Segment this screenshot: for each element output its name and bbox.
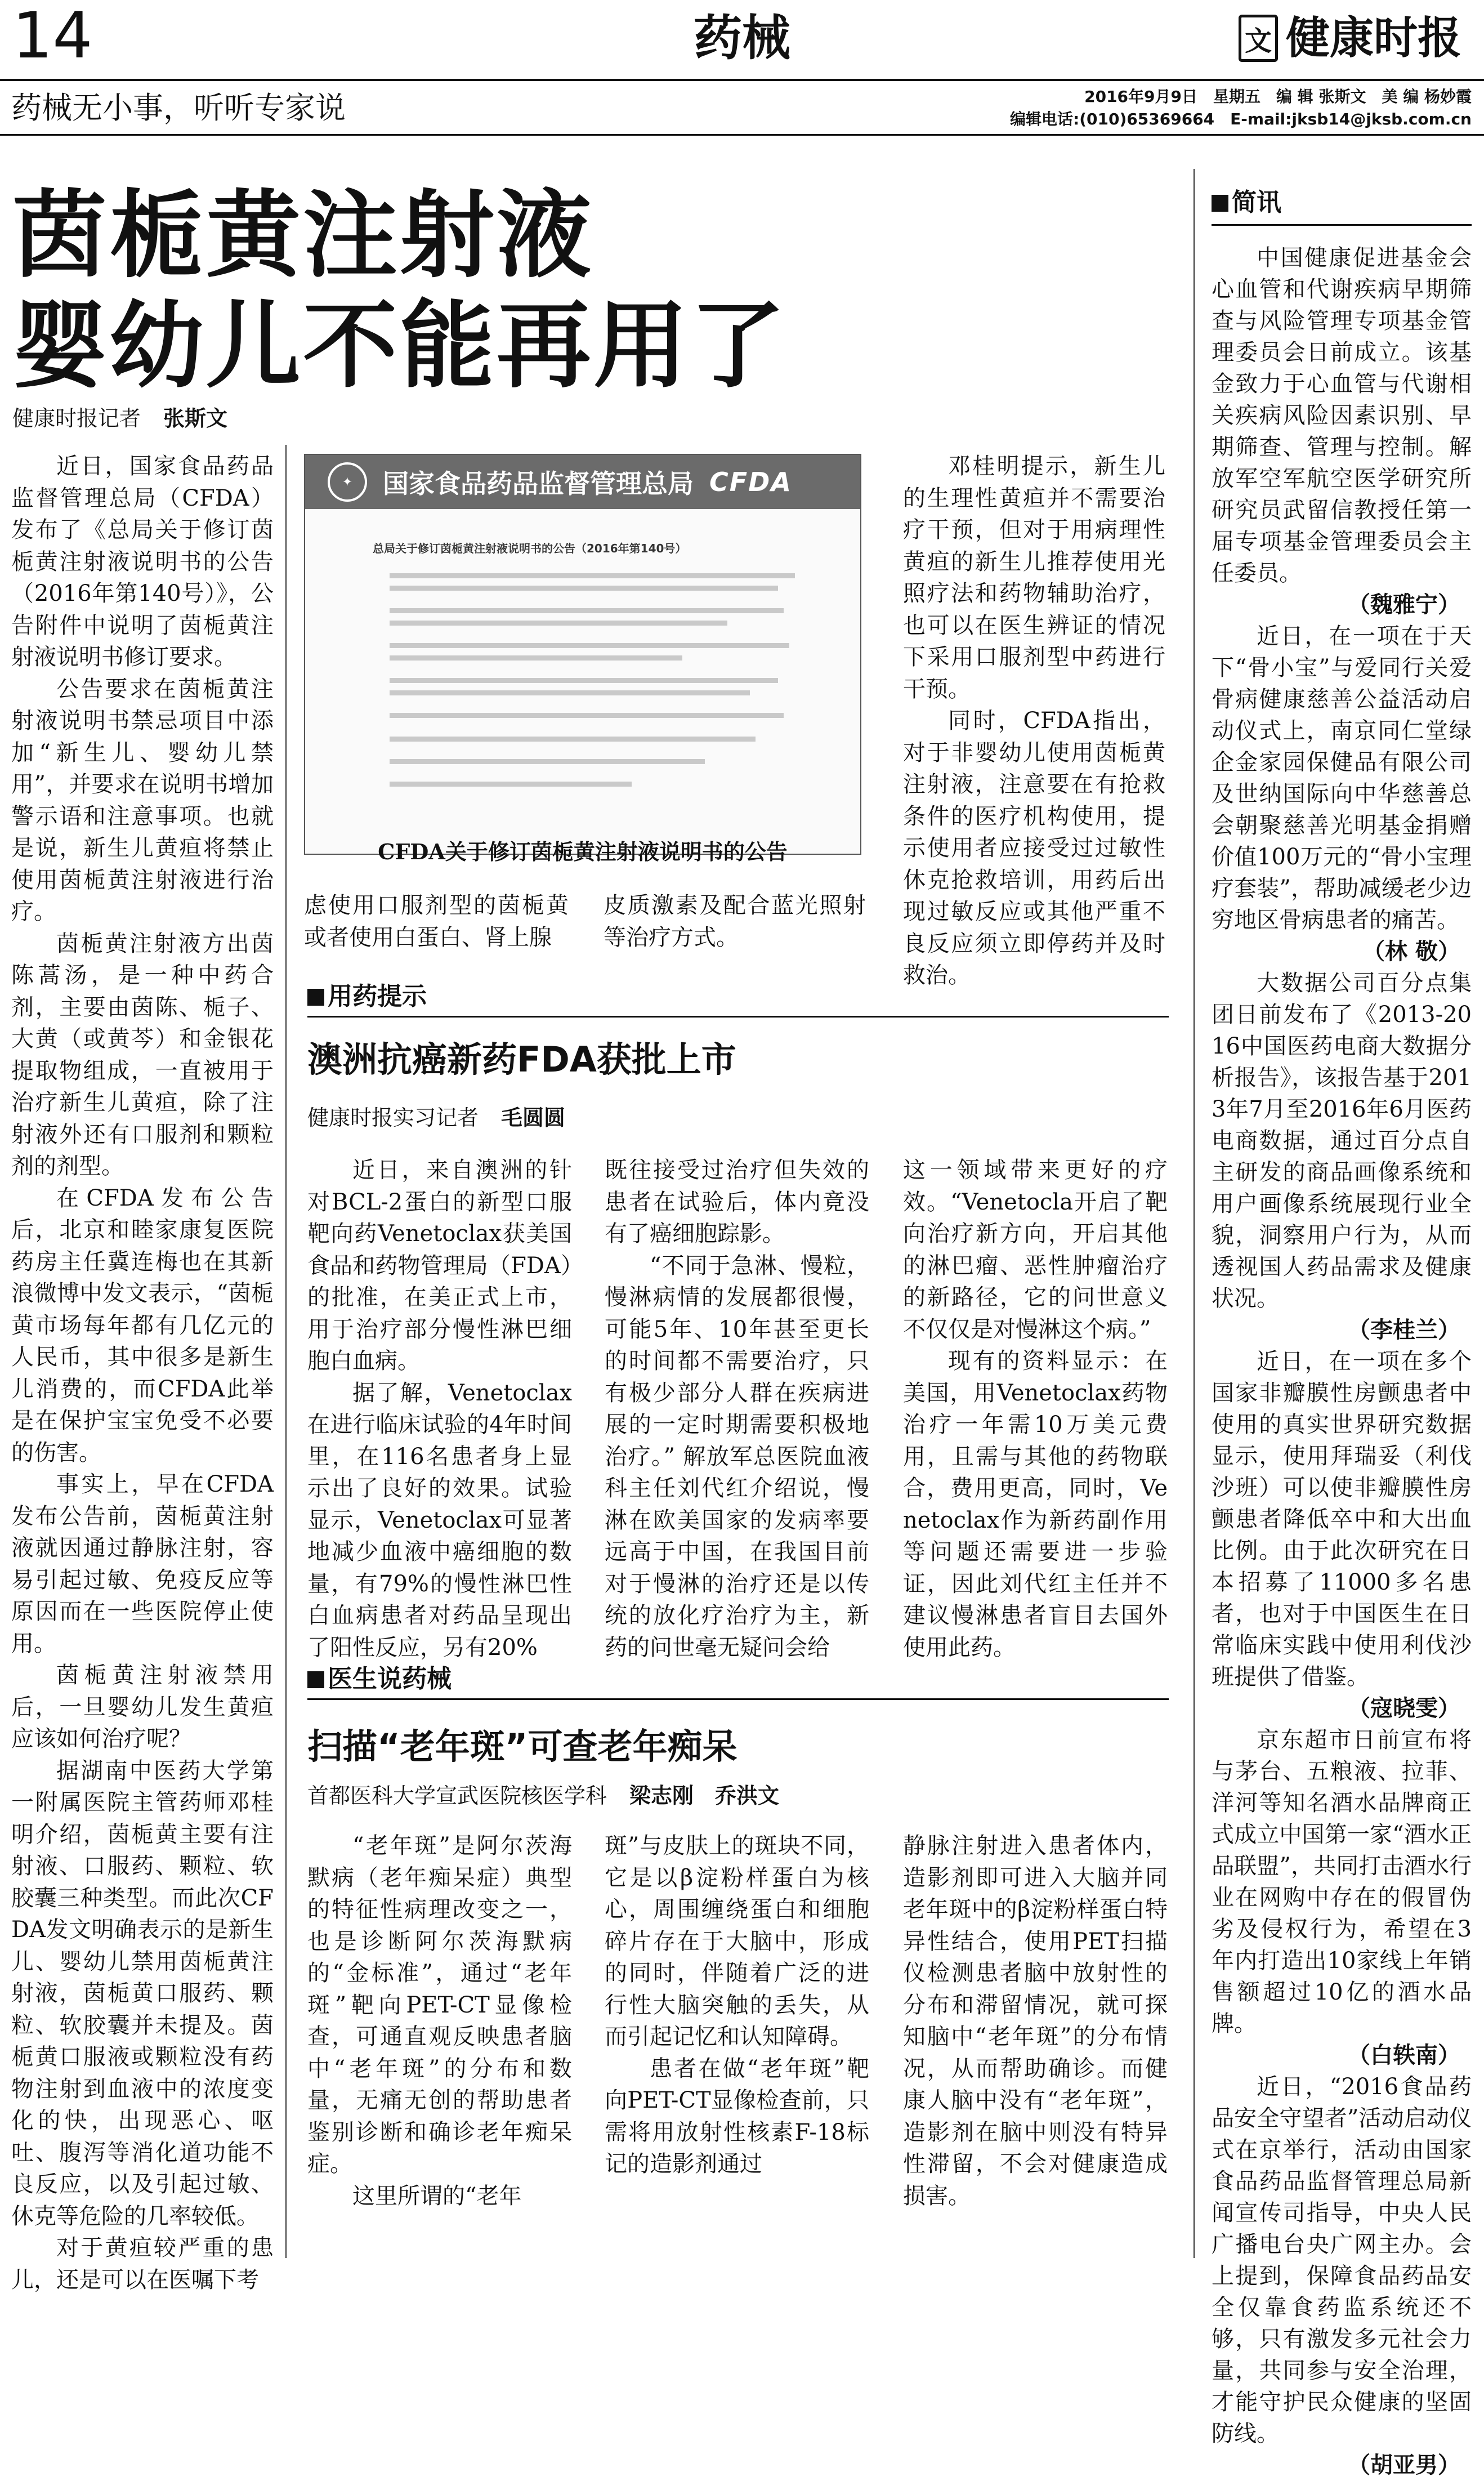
cfda-emblem-icon: ✦ — [328, 462, 367, 502]
story2-column-1 — [307, 1154, 572, 1661]
lead-column-1 — [11, 450, 274, 2293]
cfda-banner — [305, 455, 860, 509]
story3-rule — [307, 1698, 1169, 1700]
byline-role: 健康时报实习记者 — [307, 1105, 479, 1130]
story2-byline — [307, 1104, 565, 1132]
document-title: 总局关于修订茵栀黄注射液说明书的公告（2016年第140号） — [373, 542, 687, 555]
story3-title: 扫描“老年斑”可查老年痴呆 — [307, 1726, 737, 1767]
edition-info: 2016年9月9日 星期五 编 辑 张斯文 美 编 杨妙霞 — [1084, 87, 1472, 106]
lead-paragraph: 同时，CFDA指出，对于非婴幼儿使用茵栀黄注射液，注意要在有抢救条件的医疗机构使用，提示使用者应接受过过敏性休克抢救培训，用药后出现过敏反应或其他严重不良反应须立即停药并及时救治。 — [903, 708, 1165, 988]
story-paragraph: 静脉注射进入患者体内，造影剂即可进入大脑并同老年斑中的β淀粉样蛋白特异性结合，使用PET扫描仪检测患者脑中放射性的分布和滞留情况，就可探知脑中“老年斑”的分布情况，从而帮助确诊。而健康人脑中没有“老年斑”，造影剂在脑中则没有特异性滞留，不会对健康造成损害。 — [903, 1833, 1168, 2209]
headline-line-1: 茵栀黄注射液 — [12, 180, 593, 291]
story2-tag — [307, 980, 427, 1014]
section-slogan: 药械无小事，听听专家说 — [11, 90, 346, 126]
logo-seal-icon: 文 — [1239, 15, 1278, 62]
sidebar-divider — [1194, 169, 1195, 2258]
banner-agency-name: 国家食品药品监督管理总局 — [383, 468, 694, 499]
story-paragraph: 既往接受过治疗但失效的患者在试验后，体内竟没有了癌细胞踪影。 — [605, 1157, 869, 1247]
page-number: 14 — [12, 0, 93, 73]
brief-author: （寇晓雯） — [1348, 1695, 1460, 1721]
newspaper-logo — [1239, 10, 1475, 66]
byline-name: 梁志刚 乔洪文 — [629, 1783, 780, 1808]
masthead-rule-bottom — [0, 134, 1484, 136]
story3-column-1 — [307, 1830, 572, 2258]
story-paragraph: 近日，来自澳洲的针对BCL-2蛋白的新型口服靶向药Venetoclax获美国食品和药物管理局（FDA）的批准，在美正式上市，用于治疗部分慢性淋巴细胞白血病。 — [307, 1157, 572, 1374]
lead-paragraph: 茵栀黄注射液方出茵陈蒿汤，是一种中药合剂，主要由茵陈、栀子、大黄（或黄芩）和金银花提取物组成，一直被用于治疗新生儿黄疸，除了注射液外还有口服剂和颗粒剂的剂型。 — [11, 930, 274, 1179]
lead-column-4 — [903, 450, 1165, 988]
section-title: 药械 — [694, 10, 790, 66]
brief-item: 京东超市日前宣布将与茅台、五粮液、拉菲、洋河等知名酒水品牌商正式成立中国第一家“酒水正品联盟”，共同打击酒水行业在网购中存在的假冒伪劣及侵权行为，希望在3年内打造出10家线上年销售额超过10亿的酒水品牌。 — [1212, 1727, 1472, 2037]
masthead-rule — [0, 79, 1484, 81]
lead-paragraph: 在CFDA发布公告后，北京和睦家康复医院药房主任冀连梅也在其新浪微博中发文表示，“茵栀黄市场每年都有几亿元的人民币，其中很多是新生儿消费的，而CFDA此举是在保护宝宝免受不必要的伤害。 — [11, 1185, 274, 1466]
brief-item: 大数据公司百分点集团日前发布了《2013-2016中国医药电商大数据分析报告》，该报告基于2013年7月至2016年6月医药电商数据，通过百分点自主研发的商品画像系统和用户画像系统展现行业全貌，洞察用户行为，从而透视国人药品需求及健康状况。 — [1212, 970, 1472, 1311]
contact-info: 编辑电话:(010)65369664 E-mail:jksb14@jksb.com.cn — [1010, 110, 1472, 128]
story2-column-2 — [605, 1154, 869, 1661]
brief-author: （白轶南） — [1348, 2042, 1460, 2068]
headline-line-2: 婴幼儿不能再用了 — [12, 291, 787, 401]
logo-text: 健康时报 — [1286, 13, 1462, 64]
byline-role: 首都医科大学宣武医院核医学科 — [307, 1783, 607, 1808]
story-paragraph: 这里所谓的“老年 — [352, 2183, 522, 2209]
byline-name: 张斯文 — [163, 406, 228, 431]
square-bullet-icon — [307, 1671, 324, 1688]
story-paragraph: 据了解，Venetoclax在进行临床试验的4年时间里，在116名患者身上显示出了良好的效果。试验显示，Venetoclax可显著地减少血液中癌细胞的数量，有79%的慢性淋巴性白血病患者对药品呈现出了阳性反应，另有20% — [307, 1380, 572, 1661]
sidebar-tag — [1212, 186, 1281, 220]
tag-label: 用药提示 — [328, 982, 427, 1011]
lead-paragraph: 对于黄疸较严重的患儿，还是可以在医嘱下考 — [11, 2235, 274, 2293]
lead-paragraph: 茵栀黄注射液禁用后，一旦婴幼儿发生黄疸应该如何治疗呢？ — [11, 1662, 274, 1752]
lead-paragraph: 邓桂明提示，新生儿的生理性黄疸并不需要治疗干预，但对于用病理性黄疸的新生儿推荐使用光照疗法和药物辅助治疗，也可以在医生辨证的情况下采用口服剂型中药进行干预。 — [903, 453, 1165, 702]
announcement-image — [304, 454, 861, 855]
story2-title: 澳洲抗癌新药FDA获批上市 — [307, 1039, 736, 1080]
tag-label: 医生说药械 — [328, 1665, 452, 1693]
brief-author: （胡亚男） — [1348, 2452, 1460, 2478]
lead-paragraph: 公告要求在茵栀黄注射液说明书禁忌项目中添加“新生儿、婴幼儿禁用”，并要求在说明书增加警示语和注意事项。也就是说，新生儿黄疸将禁止使用茵栀黄注射液进行治疗。 — [11, 676, 274, 925]
story-paragraph: “不同于急淋、慢粒，慢淋病情的发展都很慢，可能5年、10年甚至更长的时间都不需要治疗，只有极少部分人群在疾病进展的一定时期需要积极地治疗。” 解放军总医院血液科主任刘代红介绍说，慢淋在欧美国家的发病率要远高于中国，在我国目前对于慢淋的治疗还是以传统的放化疗治疗为主，新药的问世毫无疑问会给 — [605, 1252, 869, 1661]
story-paragraph: 斑”与皮肤上的斑块不同，它是以β淀粉样蛋白为核心，周围缠绕蛋白和细胞碎片存在于大脑中，形成的同时，伴随着广泛的进行性大脑突触的丢失，从而引起记忆和认知障碍。 — [605, 1833, 869, 2050]
story3-byline — [307, 1782, 779, 1810]
story3-column-2 — [605, 1830, 869, 2258]
lead-column-3-tail — [604, 890, 866, 957]
sidebar-rule — [1212, 224, 1472, 226]
story-paragraph: 这一领域带来更好的疗效。“Venetocla开启了靶向治疗新方向，开启其他的淋巴瘤、恶性肿瘤治疗的新路径，它的问世意义不仅仅是对慢淋这个病。” — [903, 1157, 1168, 1342]
story-paragraph: 现有的资料显示：在美国，用Venetoclax药物治疗一年需10万美元费用，且需与其他的药物联合，费用更高，同时，Venetoclax作为新药副作用等问题还需要进一步验证，因此刘代红主任并不建议慢淋患者盲目去国外使用此药。 — [903, 1348, 1168, 1661]
square-bullet-icon — [307, 989, 324, 1006]
brief-item: 近日，在一项在多个国家非瓣膜性房颤患者中使用的真实世界研究数据显示，使用拜瑞妥（利伐沙班）可以使非瓣膜性房颤患者降低卒中和大出血比例。由于此次研究在日本招募了11000多名患者，也对于中国医生在日常临床实践中使用利伐沙班提供了借鉴。 — [1212, 1349, 1472, 1690]
byline-role: 健康时报记者 — [12, 406, 141, 431]
lead-paragraph: 皮质激素及配合蓝光照射等治疗方式。 — [604, 893, 866, 951]
byline-name: 毛圆圆 — [501, 1105, 566, 1130]
lead-byline — [12, 404, 227, 432]
square-bullet-icon — [1212, 195, 1228, 212]
story-paragraph: 患者在做“老年斑”靶向PET-CT显像检查前，只需将用放射性核素F-18标记的造影剂通过 — [605, 2055, 869, 2177]
lead-paragraph: 事实上，早在CFDA发布公告前，茵栀黄注射液就因通过静脉注射，容易引起过敏、免疫反应等原因而在一些医院停止使用。 — [11, 1471, 274, 1657]
brief-author: （林 敬） — [1362, 938, 1460, 965]
brief-author: （魏雅宁） — [1348, 591, 1460, 618]
lead-paragraph: 据湖南中医药大学第一附属医院主管药师邓桂明介绍，茵栀黄主要有注射液、口服药、颗粒、软胶囊三种类型。而此次CFDA发文明确表示的是新生儿、婴幼儿禁用茵栀黄注射液，茵栀黄口服药、颗粒、软胶囊并未提及。茵栀黄口服液或颗粒没有药物注射到血液中的浓度变化的快，出现恶心、呕吐、腹泻等消化道功能不良反应，以及引起过敏、休克等危险的几率较低。 — [11, 1757, 274, 2229]
story2-column-3 — [903, 1154, 1168, 1661]
lead-paragraph: 虑使用口服剂型的茵栀黄或者使用白蛋白、肾上腺 — [304, 893, 569, 951]
lead-paragraph: 近日，国家食品药品监督管理总局（CFDA）发布了《总局关于修订茵栀黄注射液说明书的公告（2016年第140号）》，公告附件中说明了茵栀黄注射液说明书修订要求。 — [11, 453, 274, 670]
banner-brand: CFDA — [709, 467, 792, 497]
lead-column-2-tail — [304, 890, 569, 957]
lead-headline — [12, 180, 787, 401]
brief-item: 中国健康促进基金会心血管和代谢疾病早期筛查与风险管理专项基金管理委员会日前成立。该基金致力于心血管与代谢相关疾病风险因素识别、早期筛查、管理与控制。解放军空军航空医学研究所研究员武留信教授任第一届专项基金管理委员会主任委员。 — [1212, 245, 1472, 586]
news-briefs — [1212, 242, 1472, 2478]
photo-caption: CFDA关于修订茵栀黄注射液说明书的公告 — [378, 839, 788, 864]
story2-rule — [307, 1016, 1169, 1018]
brief-item: 近日，“2016食品药品安全守望者”活动启动仪式在京举行，活动由国家食品药品监督管理总局新闻宣传司指导，中央人民广播电台央广网主办。会上提到，保障食品药品安全仅靠食药监系统还不够，只有激发多元社会力量，共同参与安全治理，才能守护民众健康的坚固防线。 — [1212, 2074, 1472, 2447]
story3-column-3 — [903, 1830, 1168, 2258]
story-paragraph: “老年斑”是阿尔茨海默病（老年痴呆症）典型的特征性病理改变之一，也是诊断阿尔茨海默病的“金标准”，通过“老年斑”靶向PET-CT显像检查，可通直观反映患者脑中“老年斑”的分布和数量，无痛无创的帮助患者鉴别诊断和确诊老年痴呆症。 — [307, 1833, 572, 2177]
brief-item: 近日，在一项在于天下“骨小宝”与爱同行关爱骨病健康慈善公益活动启动仪式上，南京同仁堂绿企金家园保健品有限公司及世纳国际向中华慈善总会朝聚慈善光明基金捐赠价值100万元的“骨小宝理疗套装”，帮助减缓老少边穷地区骨病患者的痛苦。 — [1212, 623, 1472, 933]
tag-label: 简讯 — [1232, 188, 1281, 217]
story3-tag — [307, 1662, 452, 1696]
column-divider — [285, 445, 287, 2258]
brief-author: （李桂兰） — [1348, 1317, 1460, 1343]
